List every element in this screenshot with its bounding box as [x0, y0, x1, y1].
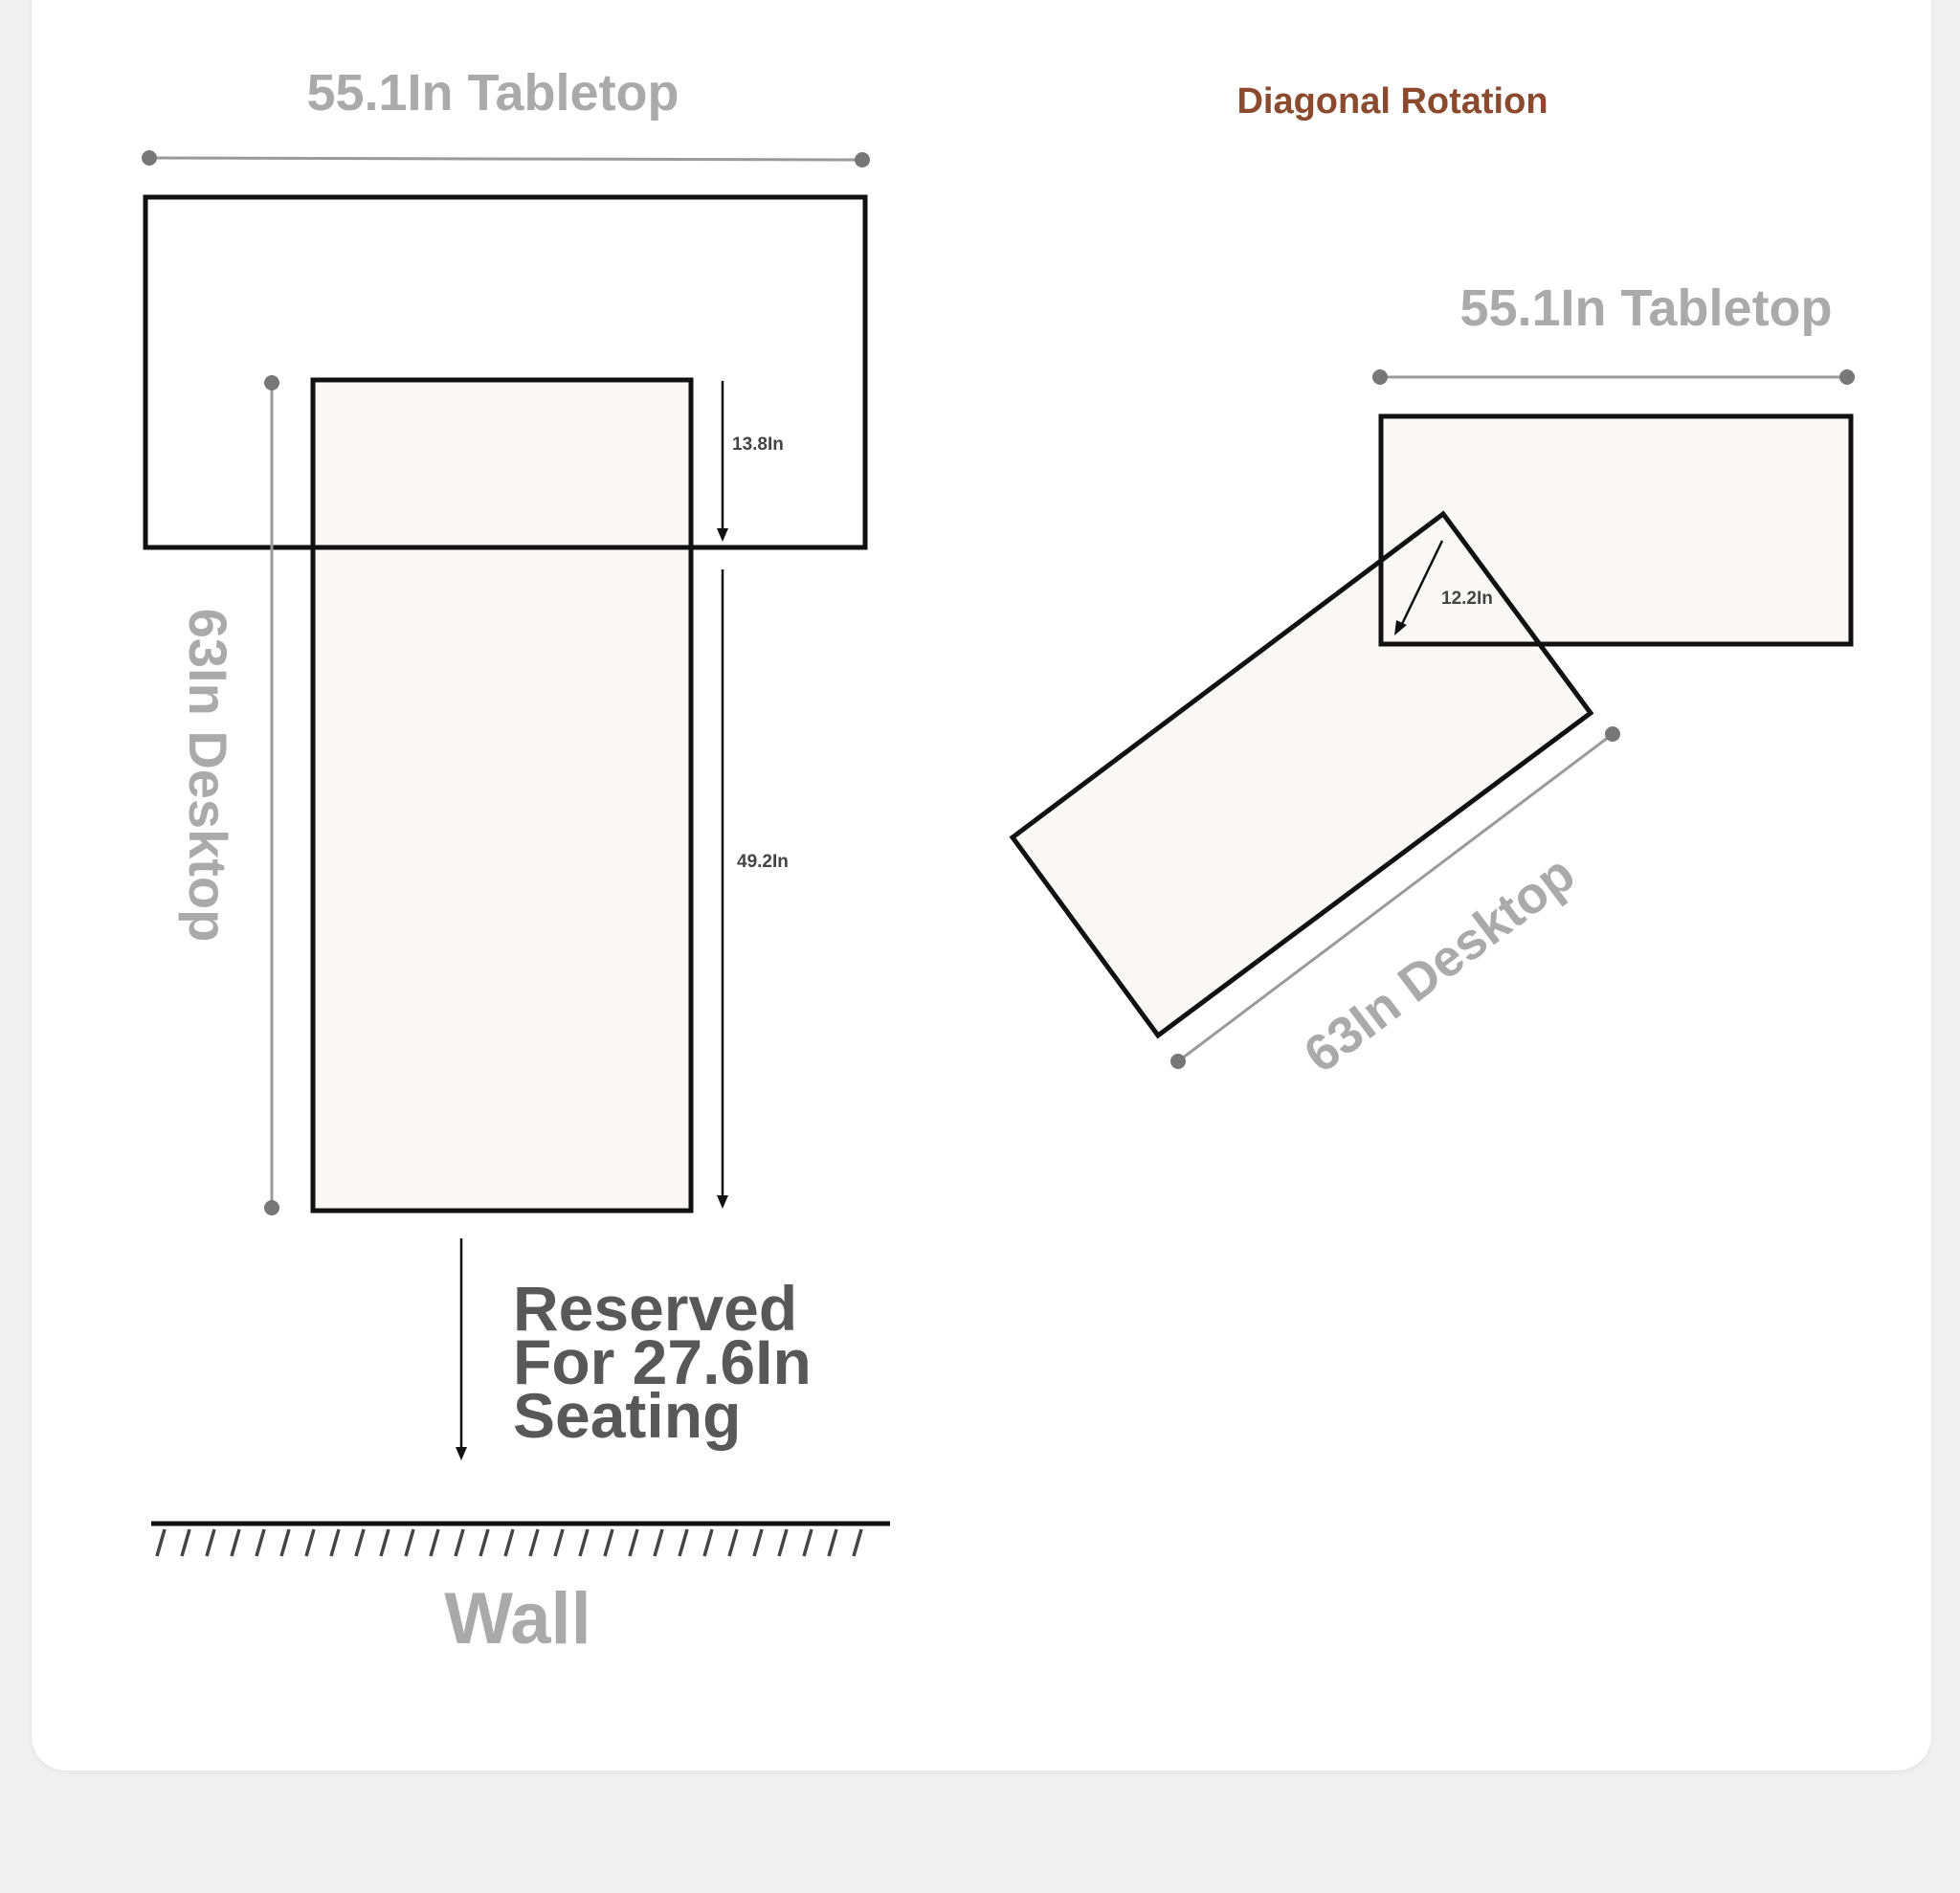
wall-hatch-mark: [456, 1529, 463, 1556]
wall-hatch-mark: [306, 1529, 314, 1556]
left-desktop-label: 63In Desktop: [178, 608, 238, 943]
right-desktop-label: 63In Desktop: [1293, 844, 1586, 1084]
wall-hatch-mark: [182, 1529, 189, 1556]
wall-hatch-mark: [530, 1529, 538, 1556]
wall-hatch-mark: [555, 1529, 563, 1556]
left-tabletop-label: 55.1In Tabletop: [306, 64, 679, 122]
wall-hatch-mark: [854, 1529, 861, 1556]
wall-graphic: [151, 1524, 890, 1556]
seating-arrow: [456, 1238, 467, 1460]
wall-hatch-mark: [754, 1529, 762, 1556]
wall-hatch-mark: [704, 1529, 712, 1556]
wall-hatch-mark: [157, 1529, 165, 1556]
wall-hatch-mark: [679, 1529, 687, 1556]
wall-hatch-mark: [655, 1529, 662, 1556]
wall-hatch-mark: [256, 1529, 264, 1556]
wall-label: Wall: [444, 1578, 591, 1659]
diagonal-rotation-title: Diagonal Rotation: [1236, 81, 1548, 122]
wall-hatch-mark: [580, 1529, 588, 1556]
diagonal-overlap-label: 12.2In: [1441, 589, 1493, 609]
wall-hatch-mark: [804, 1529, 812, 1556]
reserved-line-3: Seating: [513, 1380, 742, 1451]
wall-hatch-mark: [381, 1529, 389, 1556]
wall-hatch-mark: [356, 1529, 364, 1556]
overlap-dimension-label: 13.8In: [732, 434, 784, 455]
diagonal-layout: [1013, 81, 1855, 1084]
wall-hatch-mark: [207, 1529, 214, 1556]
wall-hatch-mark: [829, 1529, 836, 1556]
wall-hatch-mark: [232, 1529, 239, 1556]
right-tabletop-label: 55.1In Tabletop: [1459, 279, 1833, 337]
wall-hatch-mark: [480, 1529, 488, 1556]
wall-hatch-mark: [281, 1529, 289, 1556]
wall-hatch-mark: [331, 1529, 339, 1556]
extension-dimension-label: 49.2In: [737, 852, 789, 872]
right-desktop-rect: [1013, 514, 1591, 1036]
wall-hatch-mark: [779, 1529, 787, 1556]
t-shape-layout: [142, 64, 890, 1659]
wall-hatch-mark: [406, 1529, 413, 1556]
wall-hatch-mark: [729, 1529, 737, 1556]
extension-arrow: [717, 569, 728, 1209]
right-tabletop-dimension-line: [1372, 369, 1855, 385]
wall-hatch-mark: [431, 1529, 438, 1556]
left-tabletop-dimension-line: [142, 150, 870, 167]
reserved-line-2: For 27.6In: [513, 1326, 812, 1397]
reserved-line-1: Reserved: [513, 1273, 798, 1344]
wall-hatch-mark: [505, 1529, 513, 1556]
wall-hatch-mark: [630, 1529, 637, 1556]
wall-hatch-mark: [605, 1529, 612, 1556]
